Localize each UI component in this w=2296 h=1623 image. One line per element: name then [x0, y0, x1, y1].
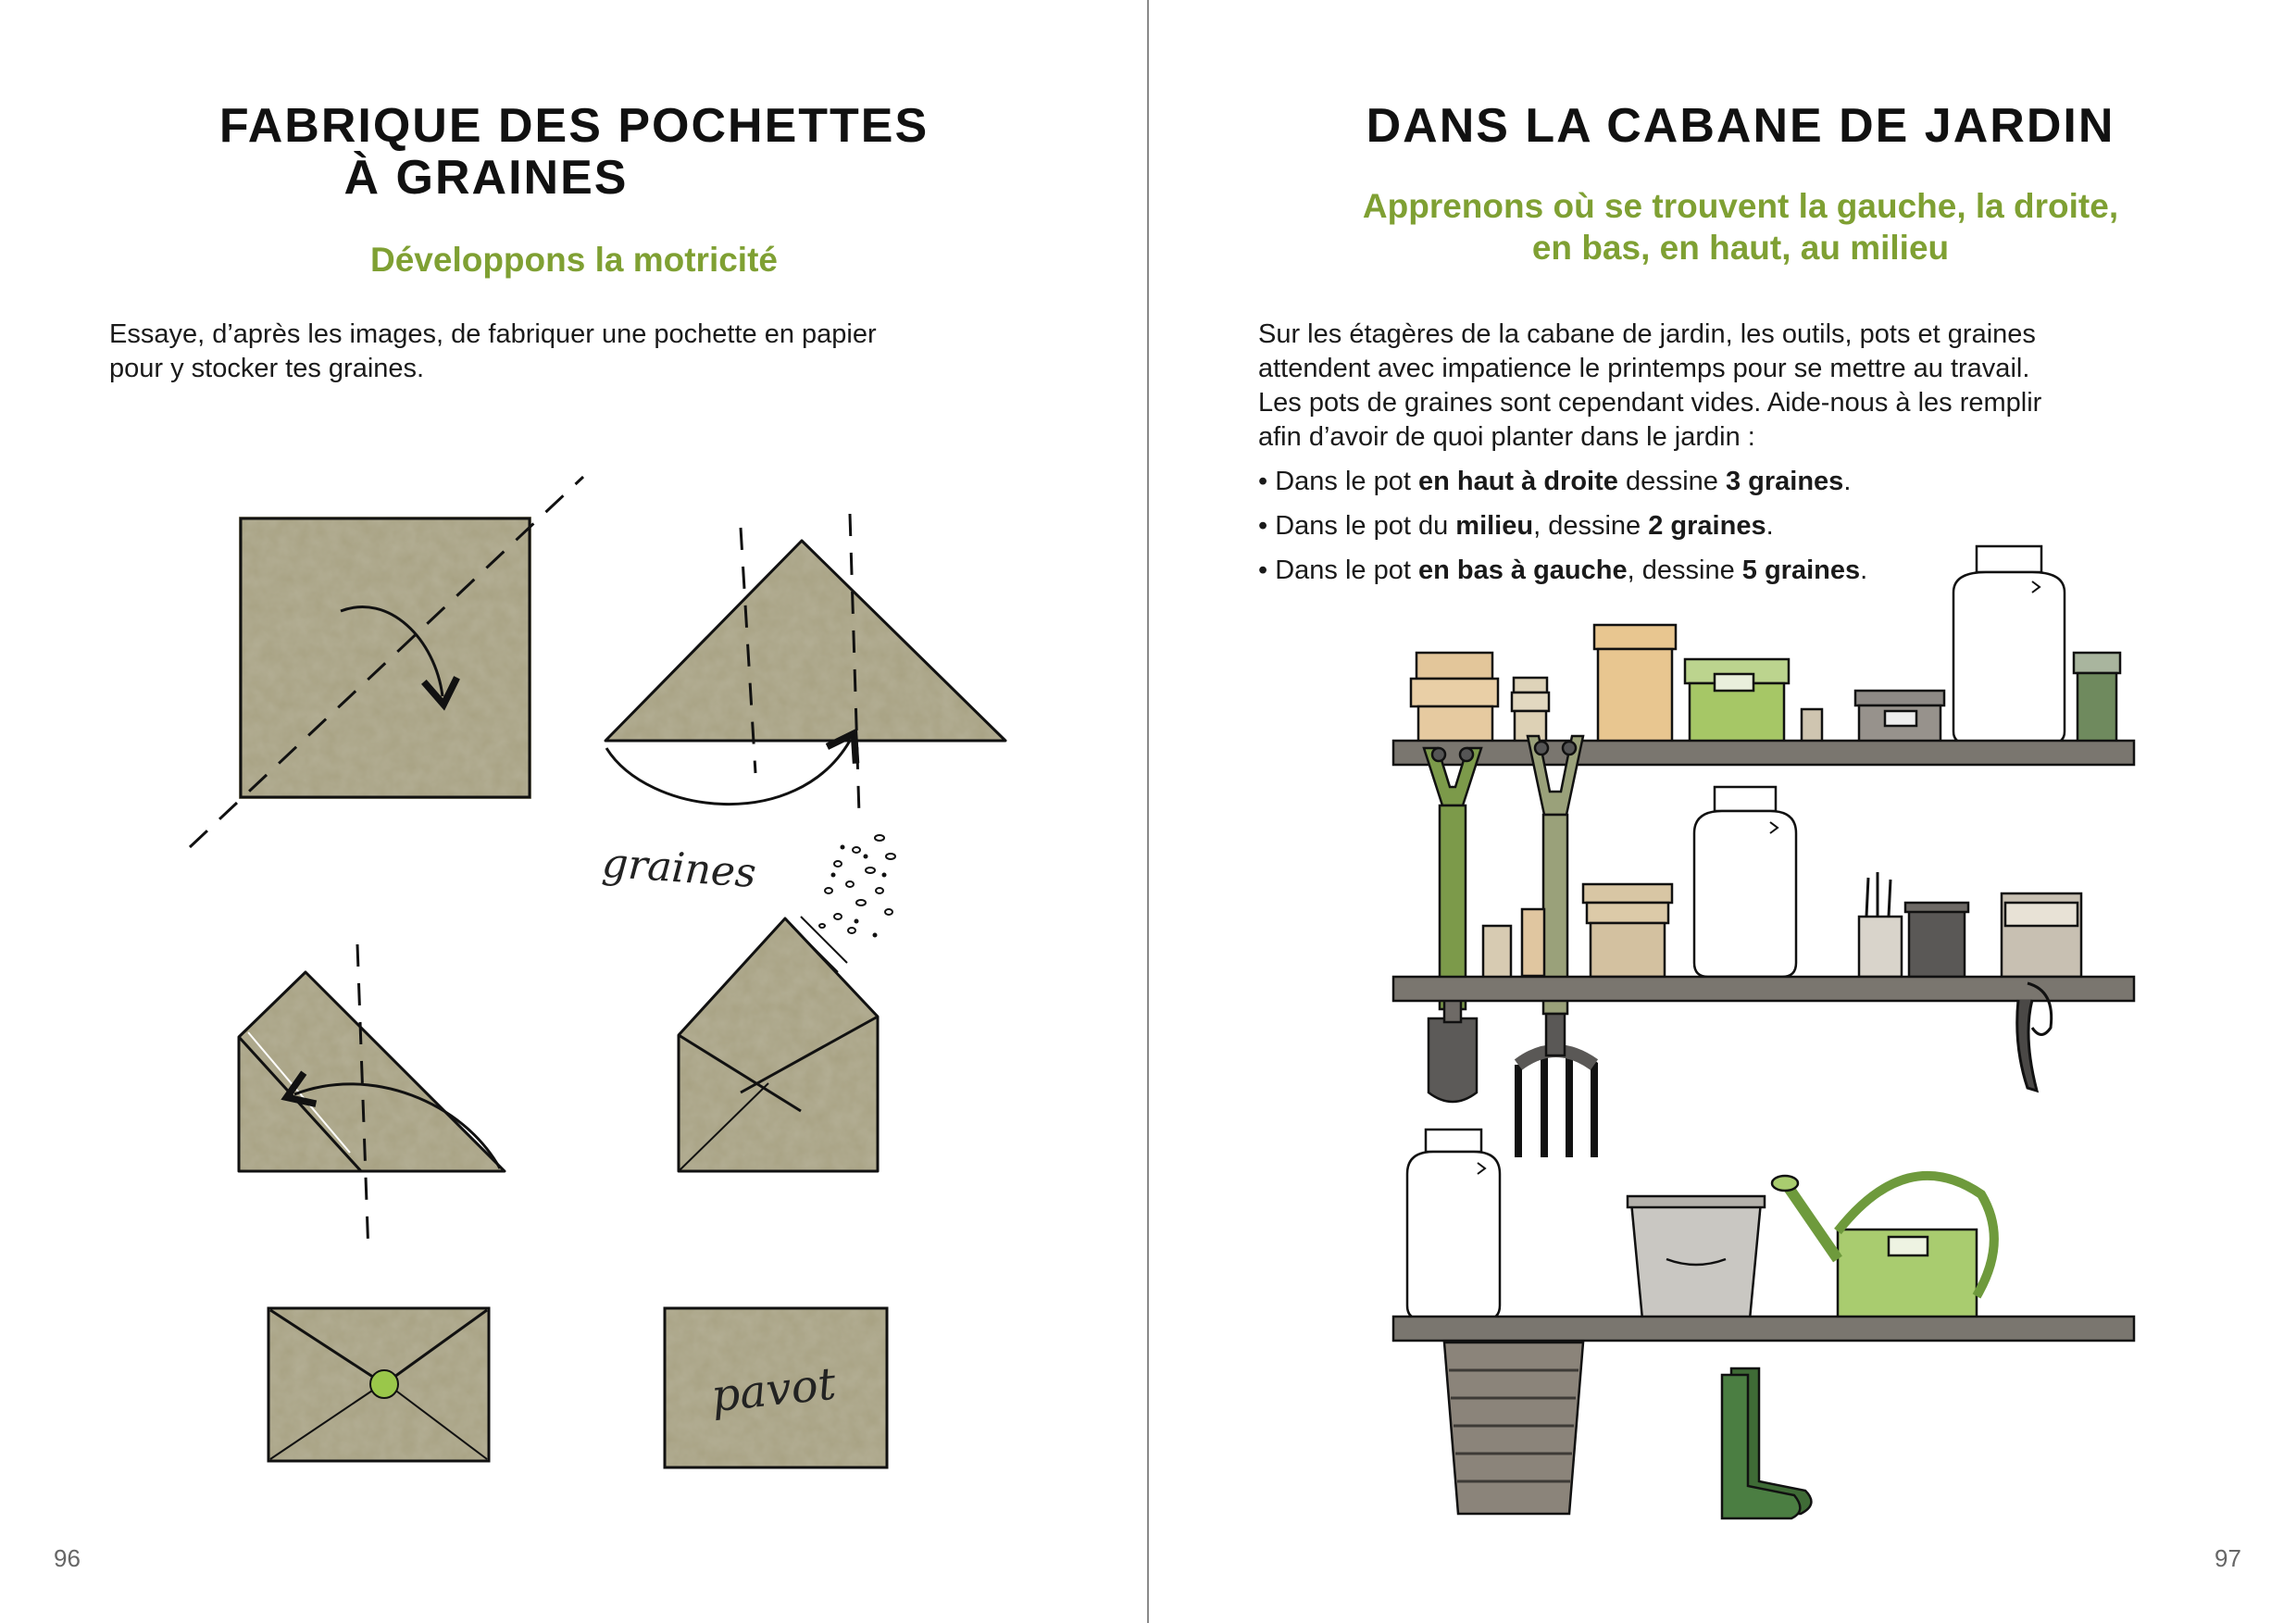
spade-tool	[1424, 748, 1481, 1102]
fold-step-1	[190, 477, 583, 847]
fold-step-6-labeled-packet	[665, 1308, 887, 1467]
instruction-count: 3 graines	[1725, 467, 1844, 496]
bottom-shelf	[1393, 1317, 2134, 1341]
left-title-line2: À GRAINES	[343, 151, 629, 205]
fold-step-4	[679, 917, 878, 1171]
wicker-basket	[1444, 1342, 1583, 1514]
right-intro-line: Les pots de graines sont cependant vides. Aide-nous à les remplir	[1258, 388, 2042, 418]
instruction-prefix: • Dans le pot	[1258, 556, 1418, 585]
middle-shelf	[1393, 977, 2134, 1001]
instruction-prefix: • Dans le pot	[1258, 467, 1418, 496]
right-page-title: DANS LA CABANE DE JARDIN	[1366, 99, 2115, 153]
top-shelf-items	[1411, 546, 2120, 743]
garden-shed-illustration	[1148, 0, 2296, 1623]
instruction-position: milieu	[1455, 511, 1534, 541]
fold-step-5-sealed-envelope	[268, 1308, 489, 1461]
left-intro-line2: pour y stocker tes graines.	[109, 354, 425, 383]
instruction-prefix: • Dans le pot du	[1258, 511, 1456, 541]
instruction-position: en bas à gauche	[1417, 556, 1628, 585]
instruction-position: en haut à droite	[1417, 467, 1618, 496]
seed-dots	[831, 845, 887, 938]
left-title-line1: FABRIQUE DES POCHETTES	[218, 99, 930, 153]
left-page-number: 96	[54, 1544, 81, 1572]
left-intro-line1: Essaye, d’après les images, de fabriquer une pochette en papier	[109, 319, 877, 349]
instruction-suffix: .	[1860, 556, 1868, 585]
right-page-number: 97	[2215, 1544, 2241, 1572]
graines-label: graines	[600, 839, 758, 898]
bottom-shelf-items	[1407, 1130, 1994, 1319]
fold-step-2	[605, 514, 1005, 815]
right-intro-line: attendent avec impatience le printemps pour se mettre au travail.	[1258, 354, 2030, 383]
instruction-verb: dessine	[1617, 467, 1726, 496]
instruction-suffix: .	[1766, 511, 1774, 541]
pavot-label: pavot	[708, 1357, 839, 1423]
instruction-count: 5 graines	[1741, 556, 1861, 585]
right-intro-line: afin d’avoir de quoi planter dans le jardin :	[1258, 422, 1755, 452]
right-subtitle-line2: en bas, en haut, au milieu	[1531, 229, 1950, 267]
middle-shelf-items	[1483, 787, 2081, 981]
right-intro-line: Sur les étagères de la cabane de jardin, les outils, pots et graines	[1258, 319, 2036, 349]
right-subtitle-line1: Apprenons où se trouvent la gauche, la droite,	[1362, 187, 2119, 225]
top-shelf	[1393, 741, 2134, 765]
falling-seeds	[819, 835, 895, 933]
instruction-verb: , dessine	[1627, 556, 1742, 585]
instruction-verb: , dessine	[1533, 511, 1649, 541]
rubber-boots	[1722, 1368, 1811, 1518]
instruction-suffix: .	[1843, 467, 1852, 496]
fold-step-3	[239, 944, 505, 1255]
right-page	[1148, 0, 2296, 1623]
instruction-count: 2 graines	[1648, 511, 1766, 541]
left-page-subtitle: Développons la motricité	[370, 241, 778, 279]
